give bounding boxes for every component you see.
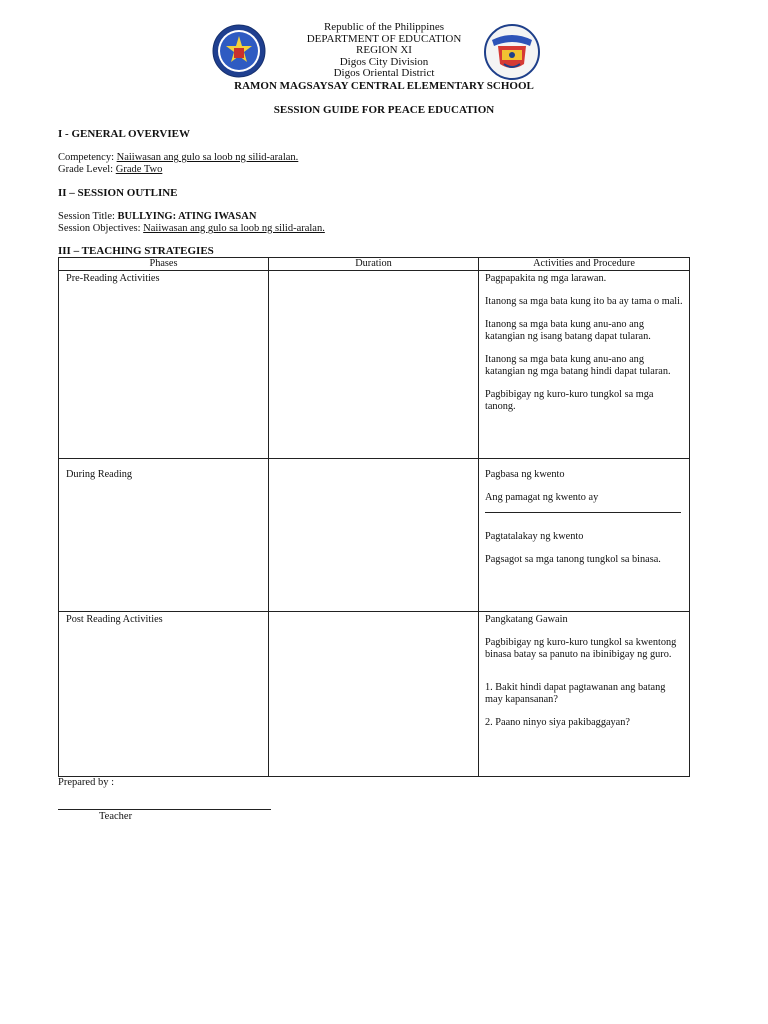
duration-cell	[269, 459, 479, 612]
grade-level-label: Grade Level:	[58, 164, 116, 175]
section-heading-strategies: III – TEACHING STRATEGIES	[58, 245, 214, 257]
signature-line	[58, 809, 271, 810]
section-heading-general: I - GENERAL OVERVIEW	[58, 128, 190, 140]
table-row	[59, 612, 690, 777]
activities-cell	[479, 612, 690, 777]
activity-item: Pagbasa ng kwento	[485, 469, 565, 480]
activity-item: Pagbibigay ng kuro-kuro tungkol sa kwentong binasa batay sa panuto na ibinibigay ng guro.	[485, 637, 677, 660]
column-header-activities: Activities and Procedure	[479, 258, 690, 271]
activity-item: Pangkatang Gawain	[485, 614, 568, 625]
story-title-blank	[485, 512, 681, 513]
activity-item: Itanong sa mga bata kung anu-ano ang katangian ng isang batang dapat tularan.	[485, 319, 651, 342]
session-title-label: Session Title:	[58, 211, 118, 222]
session-objectives-label: Session Objectives:	[58, 223, 144, 234]
activity-item: Ang pamagat ng kwento ay	[485, 492, 599, 504]
section-heading-outline: II – SESSION OUTLINE	[58, 187, 178, 199]
header-line: Republic of the Philippines	[323, 21, 445, 33]
activity-item: Itanong sa mga bata kung anu-ano ang katangian ng mga batang hindi dapat tularan.	[485, 354, 671, 377]
phase-cell: Post Reading Activities	[59, 612, 269, 777]
session-title-value: BULLYING: ATING IWASAN	[117, 211, 257, 222]
document-title: SESSION GUIDE FOR PEACE EDUCATION	[273, 104, 495, 116]
phase-cell: During Reading	[59, 459, 269, 612]
column-header-phases: Phases	[59, 258, 269, 271]
prepared-by-label: Prepared by :	[58, 777, 114, 788]
signature-label: Teacher	[99, 811, 133, 822]
activity-item: Pagpapakita ng mga larawan.	[485, 273, 607, 284]
activity-item: 1. Bakit hindi dapat pagtawanan ang batang may kapansanan?	[485, 682, 666, 705]
activity-item: 2. Paano ninyo siya pakibaggayan?	[485, 717, 630, 729]
grade-level-field	[58, 164, 162, 175]
table-row	[59, 271, 690, 459]
school-name: RAMON MAGSAYSAY CENTRAL ELEMENTARY SCHOOL	[234, 79, 534, 92]
header-line: DEPARTMENT OF EDUCATION	[306, 32, 462, 45]
header-line: Digos City Division	[339, 55, 429, 68]
activity-item: Pagtatalakay ng kwento	[485, 530, 584, 542]
phase-cell: Pre-Reading Activities	[59, 271, 269, 459]
table-row	[59, 459, 690, 612]
session-title-field	[58, 211, 256, 222]
header-line: REGION XI	[356, 44, 412, 57]
activities-cell	[479, 271, 690, 459]
activities-cell	[479, 459, 690, 612]
table-header-row	[59, 258, 690, 271]
competency-label: Competency:	[58, 152, 117, 163]
letterhead	[0, 22, 768, 93]
activity-item: Itanong sa mga bata kung ito ba ay tama o mali.	[485, 296, 683, 308]
session-objectives-field	[58, 223, 325, 234]
column-header-duration: Duration	[269, 258, 479, 271]
grade-level-value: Grade Two	[115, 164, 163, 175]
session-objectives-value: Naiiwasan ang gulo sa loob ng silid-aralan.	[143, 223, 325, 234]
activity-item: Pagbibigay ng kuro-kuro tungkol sa mga tanong.	[485, 388, 654, 412]
teaching-strategies-table	[58, 257, 690, 777]
duration-cell	[269, 271, 479, 459]
competency-value: Naiiwasan ang gulo sa loob ng silid-aralan.	[116, 152, 299, 163]
activity-item: Pagsagot sa mga tanong tungkol sa binasa.	[485, 553, 661, 565]
header-line: Digos Oriental District	[333, 67, 435, 80]
competency-field	[58, 152, 298, 163]
duration-cell	[269, 612, 479, 777]
